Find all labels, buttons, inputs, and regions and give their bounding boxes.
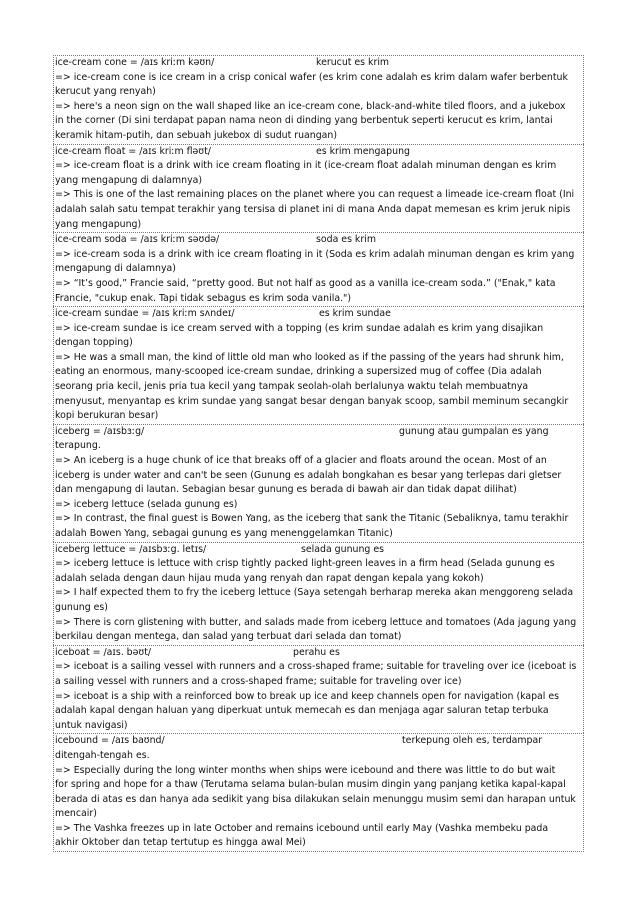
entry-line: => ice-cream soda is a drink with ice cream floating in it (Soda es krim adalah minuman dengan es krim yang	[55, 248, 575, 260]
entry-line: => In contrast, the final guest is Bowen Yang, as the iceberg that sank the Titanic (Sebaliknya, tamu terakhir	[55, 513, 569, 525]
entry-line: => “It’s good,” Francie said, “pretty good. But not half as good as a vanilla ice-cream soda.” ("Enak," kata	[55, 277, 556, 289]
entry-line: dengan topping)	[55, 337, 133, 349]
entry-line: => ice-cream cone is ice cream in a crisp conical wafer (es krim cone adalah es krim dalam wafer berbentuk	[55, 71, 568, 83]
entry-meaning: soda es krim	[316, 234, 376, 246]
entry-meaning: terkepung oleh es, terdampar	[402, 735, 543, 747]
entry-line: keramik hitam-putih, dan sebuah jukebox di sudut ruangan)	[55, 129, 338, 141]
entry-heading	[55, 56, 582, 71]
entry-heading	[55, 307, 582, 322]
entry-term: ice-cream cone = /aɪs kriːm kəʊn/	[55, 57, 215, 68]
entry-line: iceberg is under water and can't be seen (Gunung es adalah bongkahan es besar yang terlepas dari gletser	[55, 469, 562, 481]
entry-line: adalah salah satu tempat terakhir yang tersisa di planet ini di mana Anda dapat memesan es krim jeruk nipis	[55, 203, 571, 215]
entry-line: berada di atas es dan hanya ada sedikit yang bisa dilakukan selain menunggu musim semi dan harapan untuk	[55, 793, 576, 805]
entry-line: terapung.	[55, 440, 101, 452]
entry-line: eating an enormous, many-scooped ice-cream sundae, drinking a supersized mug of coffee (Dia adalah	[55, 366, 542, 378]
entry-line: => ice-cream float is a drink with ice cream floating in it (ice-cream float adalah minuman dengan es krim	[55, 160, 557, 172]
entry-line: => There is corn glistening with butter, and salads made from iceberg lettuce and tomatoes (Ada jagung yang	[55, 616, 577, 628]
entry-term: ice-cream sundae = /aɪs kriːm sʌndeɪ/	[55, 308, 235, 320]
entry-line: => The Vashka freezes up in late October and remains icebound until early May (Vashka membeku pada	[55, 822, 549, 834]
entry-term: iceberg = /aɪsbɜːg/	[55, 425, 145, 437]
entry-line: yang mengapung di dalamnya)	[55, 174, 203, 186]
entry-line: => Especially during the long winter months when ships were icebound and there was little to do but wait	[55, 764, 556, 776]
entry-meaning: selada gunung es	[301, 543, 384, 555]
entry-meaning: perahu es	[293, 646, 340, 658]
entry-heading	[55, 646, 582, 661]
entry-line: dan mengapung di lautan. Sebagian besar gunung es berada di bawah air dan tidak dapat dilihat)	[55, 484, 517, 496]
entry-term: icebound = /aɪs baʊnd/	[55, 735, 165, 747]
entry-line: ditengah-tengah es.	[55, 749, 150, 761]
dictionary-entry	[53, 144, 584, 233]
entry-line: kerucut yang renyah)	[55, 86, 156, 98]
entry-line: menyusut, menyantap es krim sundae yang sangat besar dengan banyak scoop, sambil meminum secangkir	[55, 395, 569, 407]
entry-line: => iceboat is a ship with a reinforced bow to break up ice and keep channels open for navigation (kapal es	[55, 690, 560, 702]
entry-line: => This is one of the last remaining places on the planet where you can request a limeade ice-cream float (Ini	[55, 189, 575, 201]
entry-line: a sailing vessel with runners and a cross-shaped frame; suitable for traveling over ice)	[55, 675, 462, 687]
entry-heading	[55, 233, 582, 248]
entry-line: Francie, "cukup enak. Tapi tidak sebagus es krim soda vanila.")	[55, 292, 352, 304]
entry-line: adalah kapal dengan haluan yang diperkuat untuk memecah es dan menjaga agar saluran tetap terbuka	[55, 705, 549, 717]
entry-line: => An iceberg is a huge chunk of ice that breaks off of a glacier and floats around the ocean. Most of an	[55, 455, 547, 467]
dictionary-entry	[53, 306, 584, 424]
entry-meaning: es krim mengapung	[316, 145, 410, 157]
entry-line: adalah selada dengan daun hijau muda yang renyah dan rapat dengan kepala yang kokoh)	[55, 572, 484, 584]
entry-line: adalah Bowen Yang, sebagai gunung es yang menenggelamkan Titanic)	[55, 528, 393, 539]
entry-line: yang mengapung)	[55, 218, 142, 230]
entry-line: => iceboat is a sailing vessel with runners and a cross-shaped frame; suitable for traveling over ice (iceboat is	[55, 661, 577, 673]
dictionary-entry	[53, 55, 584, 144]
entry-line: in the corner (Di sini terdapat papan nama neon di dinding yang berbentuk seperti kerucut es krim, lantai	[55, 115, 553, 127]
dictionary-entry	[53, 424, 584, 542]
entry-heading	[55, 145, 582, 160]
entry-line: untuk navigasi)	[55, 719, 128, 731]
entry-line: => iceberg lettuce (selada gunung es)	[55, 498, 238, 510]
dictionary-page	[53, 55, 584, 852]
entry-term: iceberg lettuce = /aɪsbɜːg. letɪs/	[55, 543, 207, 555]
entry-meaning: es krim sundae	[319, 308, 391, 320]
entry-line: mengapung di dalamnya)	[55, 263, 176, 275]
dictionary-entry	[53, 542, 584, 645]
dictionary-entry	[53, 733, 584, 852]
entry-line: seorang pria kecil, jenis pria tua kecil yang tampak seolah-olah berlalunya waktu telah membuatnya	[55, 381, 529, 393]
entry-line: for spring and hope for a thaw (Terutama selama bulan-bulan musim dingin yang panjang ketika kapal-kapal	[55, 779, 566, 791]
dictionary-entry	[53, 645, 584, 734]
entry-line: => ice-cream sundae is ice cream served with a topping (es krim sundae adalah es krim yang disajikan	[55, 322, 544, 334]
entry-line: => I half expected them to fry the iceberg lettuce (Saya setengah berharap mereka akan menggoreng selada	[55, 587, 574, 599]
entry-term: ice-cream soda = /aɪs kriːm səʊdə/	[55, 234, 220, 246]
entry-line: akhir Oktober dan tetap tertutup es hingga awal Mei)	[55, 837, 306, 849]
entry-line: => He was a small man, the kind of little old man who looked as if the passing of the years had shrunk him,	[55, 351, 564, 363]
entry-line: => here's a neon sign on the wall shaped like an ice-cream cone, black-and-white tiled floors, and a jukebox	[55, 100, 566, 112]
entry-term: iceboat = /aɪs. bəʊt/	[55, 646, 152, 658]
entry-line: => iceberg lettuce is lettuce with crisp tightly packed light-green leaves in a firm head (Selada gunung es	[55, 558, 555, 570]
entry-term: ice-cream float = /aɪs kriːm fləʊt/	[55, 145, 211, 157]
entry-line: berkilau dengan mentega, dan salad yang terbuat dari selada dan tomat)	[55, 631, 402, 643]
entry-line: kopi berukuran besar)	[55, 410, 159, 422]
entry-heading	[55, 734, 582, 749]
dictionary-entry	[53, 232, 584, 306]
entry-line: mencair)	[55, 808, 97, 820]
entry-heading	[55, 543, 582, 558]
entry-meaning: kerucut es krim	[316, 57, 390, 68]
entry-line: gunung es)	[55, 601, 108, 613]
entry-meaning: gunung atau gumpalan es yang	[399, 425, 549, 437]
entry-heading	[55, 425, 582, 440]
